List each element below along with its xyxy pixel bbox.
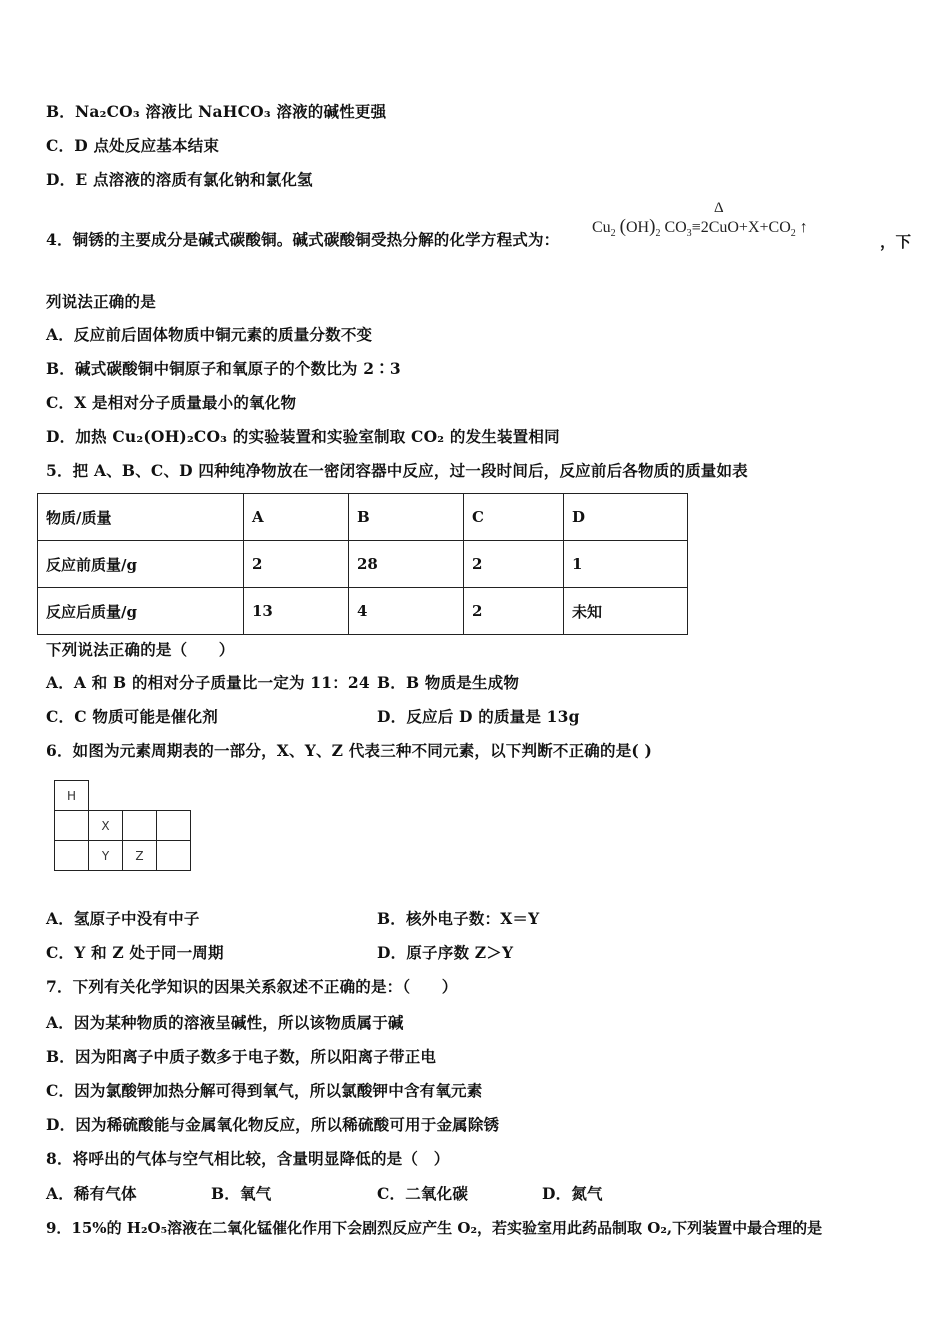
q3-option-b: B．Na₂CO₃ 溶液比 NaHCO₃ 溶液的碱性更强	[46, 102, 387, 121]
table-cell: 2	[464, 541, 564, 588]
table-cell: 1	[564, 541, 688, 588]
q8-option-c: C．二氧化碳	[377, 1184, 469, 1203]
table-cell: 28	[349, 541, 464, 588]
q8-stem: 8．将呼出的气体与空气相比较，含量明显降低的是（ ）	[46, 1149, 450, 1168]
table-cell: A	[244, 494, 349, 541]
q4-stem: 4．铜锈的主要成分是碱式碳酸铜。碱式碳酸铜受热分解的化学方程式为：	[46, 230, 560, 249]
q4-option-c: C．X 是相对分子质量最小的氧化物	[46, 393, 297, 412]
q8-option-b: B．氧气	[211, 1184, 272, 1203]
q5-option-b: B．B 物质是生成物	[377, 673, 520, 692]
q7-option-b: B．因为阳离子中质子数多于电子数，所以阳离子带正电	[46, 1047, 437, 1066]
q8-option-d: D．氮气	[542, 1184, 603, 1203]
q4-option-a: A．反应前后固体物质中铜元素的质量分数不变	[46, 325, 373, 344]
q5-option-c: C．C 物质可能是催化剂	[46, 707, 218, 726]
cell-z: Z	[123, 841, 157, 871]
table-cell: 13	[244, 588, 349, 635]
q4-option-d: D．加热 Cu₂(OH)₂CO₃ 的实验装置和实验室制取 CO₂ 的发生装置相同	[46, 427, 560, 446]
q4-option-b: B．碱式碳酸铜中铜原子和氧原子的个数比为 2∶3	[46, 359, 401, 378]
q6-stem: 6．如图为元素周期表的一部分，X、Y、Z 代表三种不同元素，以下判断不正确的是( )	[46, 741, 653, 760]
table-cell: 未知	[564, 588, 688, 635]
q5-stem: 5．把 A、B、C、D 四种纯净物放在一密闭容器中反应，过一段时间后，反应前后各物质的质量如表	[46, 461, 748, 480]
mass-table	[37, 493, 688, 635]
q8-option-a: A．稀有气体	[46, 1184, 137, 1203]
table-cell: 2	[244, 541, 349, 588]
table-cell: 2	[464, 588, 564, 635]
cell-h: H	[55, 781, 89, 811]
heat-symbol: Δ	[714, 200, 724, 216]
table-cell: 物质/质量	[38, 494, 244, 541]
q7-option-c: C．因为氯酸钾加热分解可得到氧气，所以氯酸钾中含有氧元素	[46, 1081, 483, 1100]
table-header-row	[38, 494, 688, 541]
q7-stem: 7．下列有关化学知识的因果关系叙述不正确的是：（ ）	[46, 977, 458, 996]
q6-option-d: D．原子序数 Z＞Y	[377, 943, 514, 962]
table-cell: 4	[349, 588, 464, 635]
cell-y: Y	[89, 841, 123, 871]
table-cell: B	[349, 494, 464, 541]
table-cell: D	[564, 494, 688, 541]
table-row	[38, 541, 688, 588]
q4-stem-tail: ，下	[880, 232, 912, 251]
q5-option-d: D．反应后 D 的质量是 13g	[377, 707, 580, 726]
q6-option-c: C．Y 和 Z 处于同一周期	[46, 943, 224, 962]
q4-stem-continued: 列说法正确的是	[46, 292, 156, 311]
q7-option-d: D．因为稀硫酸能与金属氧化物反应，所以稀硫酸可用于金属除锈	[46, 1115, 500, 1134]
q6-option-a: A．氢原子中没有中子	[46, 909, 200, 928]
q4-chemical-equation: $Cu_2$ $(OH)_2$ $CO_3\equiv 2CuO+X+CO_2$ ↑ Δ	[592, 200, 808, 239]
cell-x: X	[89, 811, 123, 841]
table-row	[38, 588, 688, 635]
q5-prompt: 下列说法正确的是（ ）	[46, 640, 235, 659]
q3-option-d: D．E 点溶液的溶质有氯化钠和氯化氢	[46, 170, 313, 189]
periodic-table-fragment	[54, 780, 191, 871]
q5-option-a: A．A 和 B 的相对分子质量比一定为 11：24	[46, 673, 370, 692]
table-cell: 反应前质量/g	[38, 541, 244, 588]
q9-stem: 9．15%的 H₂O₅溶液在二氧化锰催化作用下会剧烈反应产生 O₂，若实验室用此药品制取 O₂,下列装置中最合理的是	[46, 1219, 823, 1237]
table-cell: C	[464, 494, 564, 541]
q3-option-c: C．D 点处反应基本结束	[46, 136, 220, 155]
q6-option-b: B．核外电子数：X＝Y	[377, 909, 540, 928]
table-cell: 反应后质量/g	[38, 588, 244, 635]
q7-option-a: A．因为某种物质的溶液呈碱性，所以该物质属于碱	[46, 1013, 404, 1032]
